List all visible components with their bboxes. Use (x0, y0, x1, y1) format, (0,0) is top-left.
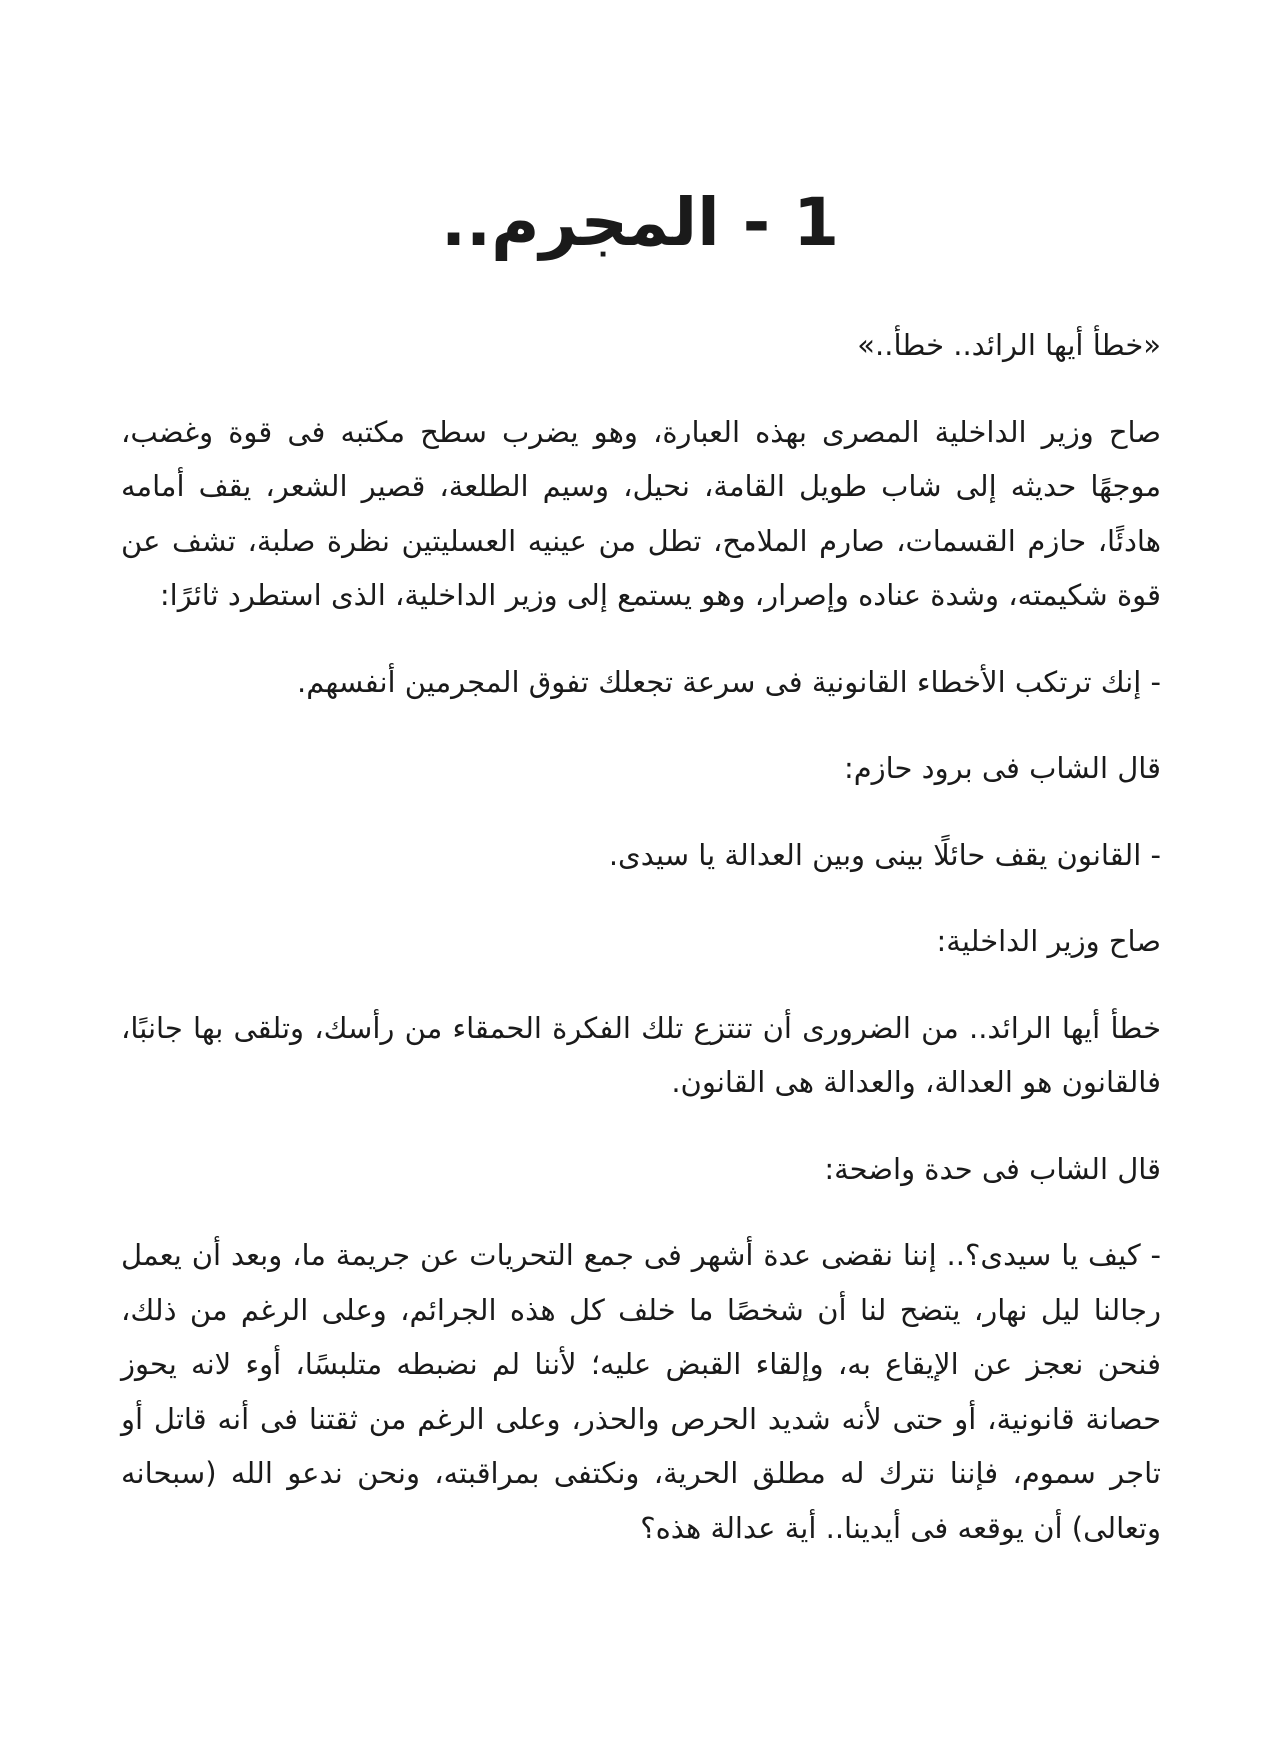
opening-quote: «خطأ أيها الرائد.. خطأ..» (857, 328, 1161, 362)
narration-paragraph: صاح وزير الداخلية المصرى بهذه العبارة، وهو يضرب سطح مكتبه فى قوة وغضب، موجهًا حديثه إلى شاب طويل القامة، نحيل، وسيم الطلعة، قصير الشعر، يقف أمامه هادئًا، حازم القسمات، صارم الملامح، تطل من عينيه العسليتين نظرة صلبة، تشف عن قوة شكيمته، وشدة عناده وإصرار، وهو يستمع إلى وزير الداخلية، الذى استطرد ثائرًا: (121, 414, 1161, 612)
narration-paragraph: قال الشاب فى برود حازم: (843, 751, 1161, 785)
dialogue-line: - القانون يقف حائلًا بينى وبين العدالة يا سيدى. (608, 837, 1161, 872)
chapter-body (121, 318, 1161, 1587)
narration-paragraph: صاح وزير الداخلية: (936, 924, 1161, 958)
narration-paragraph: قال الشاب فى حدة واضحة: (824, 1151, 1161, 1186)
dialogue-line: - كيف يا سيدى؟.. إننا نقضى عدة أشهر فى جمع التحريات عن جريمة ما، وبعد أن يعمل رجالنا ليل نهار، يتضح لنا أن شخصًا ما خلف كل هذه الجرائم، وعلى الرغم من ذلك، فنحن نعجز عن الإيقاع به، وإلقاء القبض عليه؛ لأننا لم نضبطه متلبسًا، أوء لانه يحوز حصانة قانونية، أو حتى لأنه شديد الحرص والحذر، وعلى الرغم من ثقتنا فى أنه قاتل أو تاجر سموم، فإننا نترك له مطلق الحرية، ونكتفى بمراقبته، ونحن ندعو الله (سبحانه وتعالى) أن يوقعه فى أيدينا.. أية عدالة هذه؟ (121, 1238, 1161, 1545)
chapter-title: 1 - المجرم.. (440, 184, 840, 261)
dialogue-line: خطأ أيها الرائد.. من الضرورى أن تنتزع تلك الفكرة الحمقاء من رأسك، وتلقى بها جانبًا، فالقانون هو العدالة، والعدالة هى القانون. (121, 1010, 1161, 1099)
dialogue-line: - إنك ترتكب الأخطاء القانونية فى سرعة تجعلك تفوق المجرمين أنفسهم. (297, 664, 1161, 699)
